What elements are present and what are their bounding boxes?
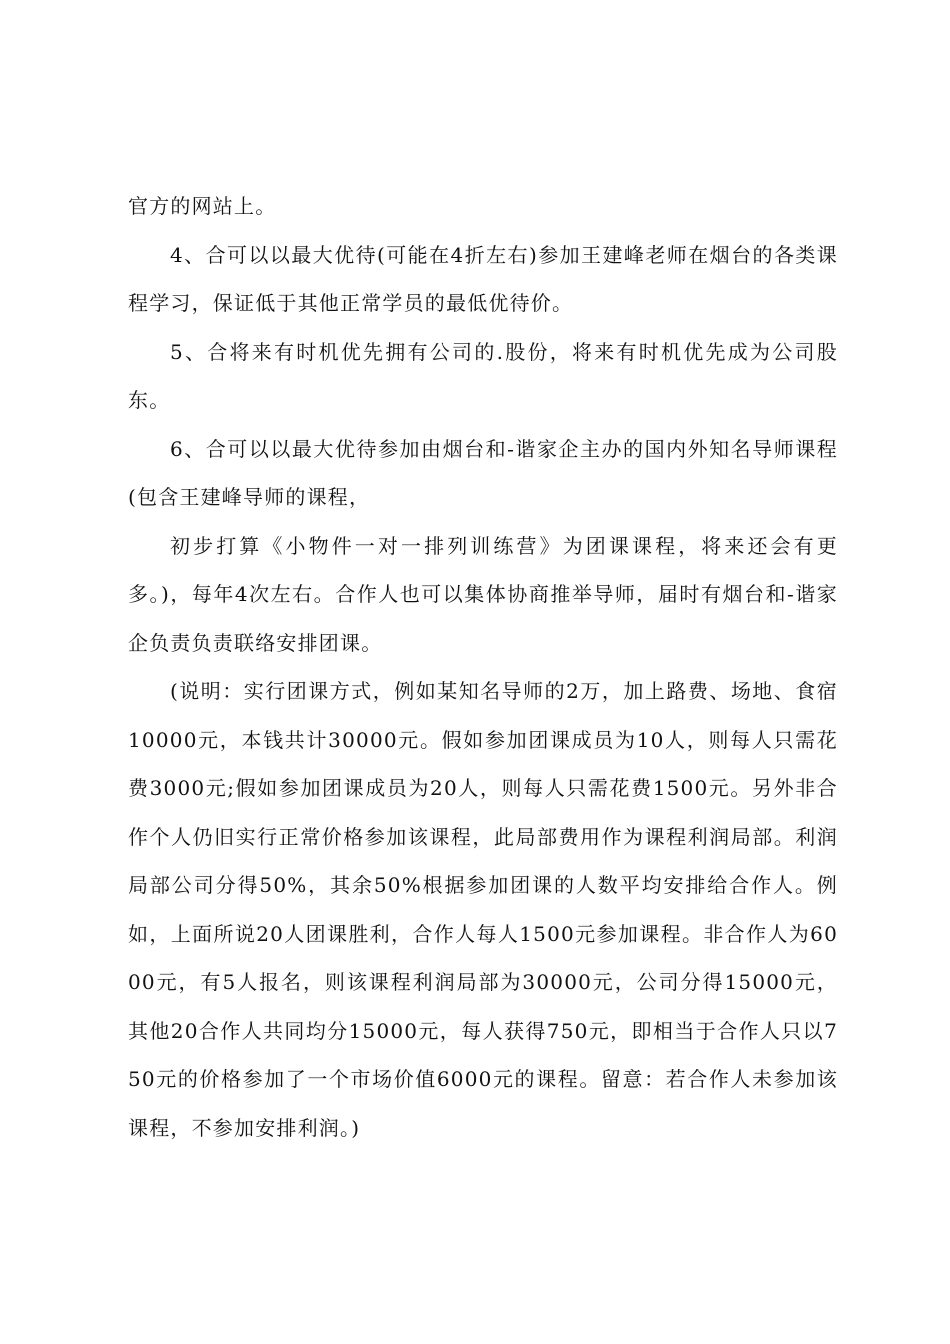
document-body [128,182,838,1152]
paragraph-5: 初步打算《小物件一对一排列训练营》为团课课程，将来还会有更多。)，每年4次左右。合作人也可以集体协商推举导师，届时有烟台和-谐家企负责负责联络安排团课。 [128,533,838,655]
paragraph-3: 5、合将来有时机优先拥有公司的.股份，将来有时机优先成为公司股东。 [128,339,838,412]
paragraph-4: 6、合可以以最大优待参加由烟台和-谐家企主办的国内外知名导师课程(包含王建峰导师的课程， [128,436,838,509]
paragraph-6: (说明：实行团课方式，例如某知名导师的2万，加上路费、场地、食宿10000元，本钱共计30000元。假如参加团课成员为10人，则每人只需花费3000元;假如参加团课成员为20人，则每人只需花费1500元。另外非合作个人仍旧实行正常价格参加该课程，此局部费用作为课程利润局部。利润局部公司分得50%，其余50%根据参加团课的人数平均安排给合作人。例如，上面所说20人团课胜利，合作人每人1500元参加课程。非合作人为6000元，有5人报名，则该课程利润局部为30000元，公司分得15000元，其他20合作人共同均分15000元，每人获得750元，即相当于合作人只以750元的价格参加了一个市场价值6000元的课程。留意：若合作人未参加该课程，不参加安排利润。) [128,679,838,1140]
paragraph-1: 官方的网站上。 [128,194,277,218]
paragraph-2: 4、合可以以最大优待(可能在4折左右)参加王建峰老师在烟台的各类课程学习，保证低于其他正常学员的最低优待价。 [128,242,838,315]
